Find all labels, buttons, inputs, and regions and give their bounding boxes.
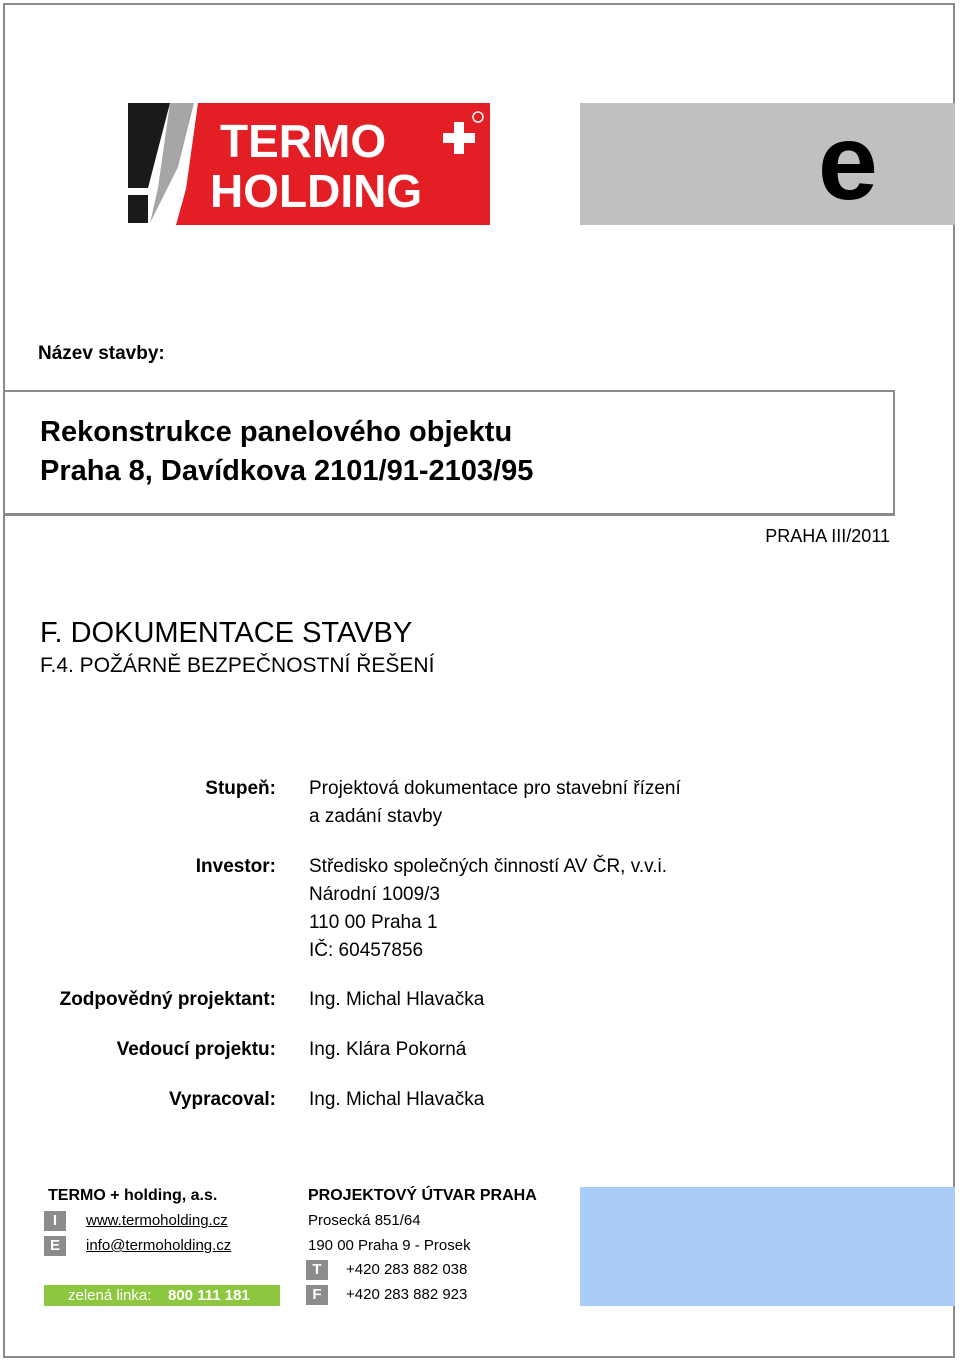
document-title: F. DOKUMENTACE STAVBY [40,617,413,649]
footer-email-link[interactable]: info@termoholding.cz [86,1237,232,1254]
office-city: 190 00 Praha 9 - Prosek [308,1237,471,1254]
phone-icon: T [306,1260,328,1280]
office-street: Prosecká 851/64 [308,1212,421,1229]
email-icon: E [44,1236,66,1256]
logo-plus-v [454,122,464,154]
prepared-by-label: Vypracoval: [168,1089,276,1110]
fax-icon: F [306,1285,328,1305]
project-lead-label: Vedoucí projektu: [116,1039,276,1060]
project-name-label: Název stavby: [38,343,165,364]
investor-label: Investor: [195,856,276,877]
project-title-line1: Rekonstrukce panelového objektu [40,416,513,448]
green-line-bar [44,1285,280,1306]
project-lead-value: Ing. Klára Pokorná [309,1039,467,1060]
corner-gray-box [580,103,955,225]
logo-text-termo: TERMO [220,115,387,167]
green-line-label: zelená linka: [68,1287,152,1304]
project-title-line2: Praha 8, Davídkova 2101/91-2103/95 [40,455,534,487]
logo-exclamation-dot [128,195,148,223]
responsible-designer-label: Zodpovědný projektant: [59,989,276,1010]
document-subtitle: F.4. POŽÁRNĚ BEZPEČNOSTNÍ ŘEŠENÍ [40,654,435,677]
footer-blue-box [580,1187,955,1306]
green-line-number: 800 111 181 [168,1287,250,1304]
investor-line1: Středisko společných činností AV ČR, v.v.i. [309,856,667,877]
project-title-box [3,390,895,516]
stage-label: Stupeň: [205,778,276,799]
responsible-designer-value: Ing. Michal Hlavačka [309,989,485,1010]
issue-date: PRAHA III/2011 [765,526,890,546]
investor-line3: 110 00 Praha 1 [309,912,438,933]
corner-letter: e [817,101,878,222]
internet-icon: I [44,1211,66,1231]
investor-line4: IČ: 60457856 [309,940,424,961]
office-fax: +420 283 882 923 [346,1286,468,1303]
footer-company: TERMO + holding, a.s. [48,1187,218,1204]
logo-text-holding: HOLDING [210,165,423,217]
stage-value-line2: a zadání stavby [309,806,443,827]
office-title: PROJEKTOVÝ ÚTVAR PRAHA [308,1187,537,1204]
termo-holding-logo [128,103,490,225]
stage-value-line1: Projektová dokumentace pro stavební řízení [309,778,681,799]
office-phone: +420 283 882 038 [346,1261,468,1278]
prepared-by-value: Ing. Michal Hlavačka [309,1089,485,1110]
investor-line2: Národní 1009/3 [309,884,440,905]
footer-web-link[interactable]: www.termoholding.cz [86,1212,228,1229]
